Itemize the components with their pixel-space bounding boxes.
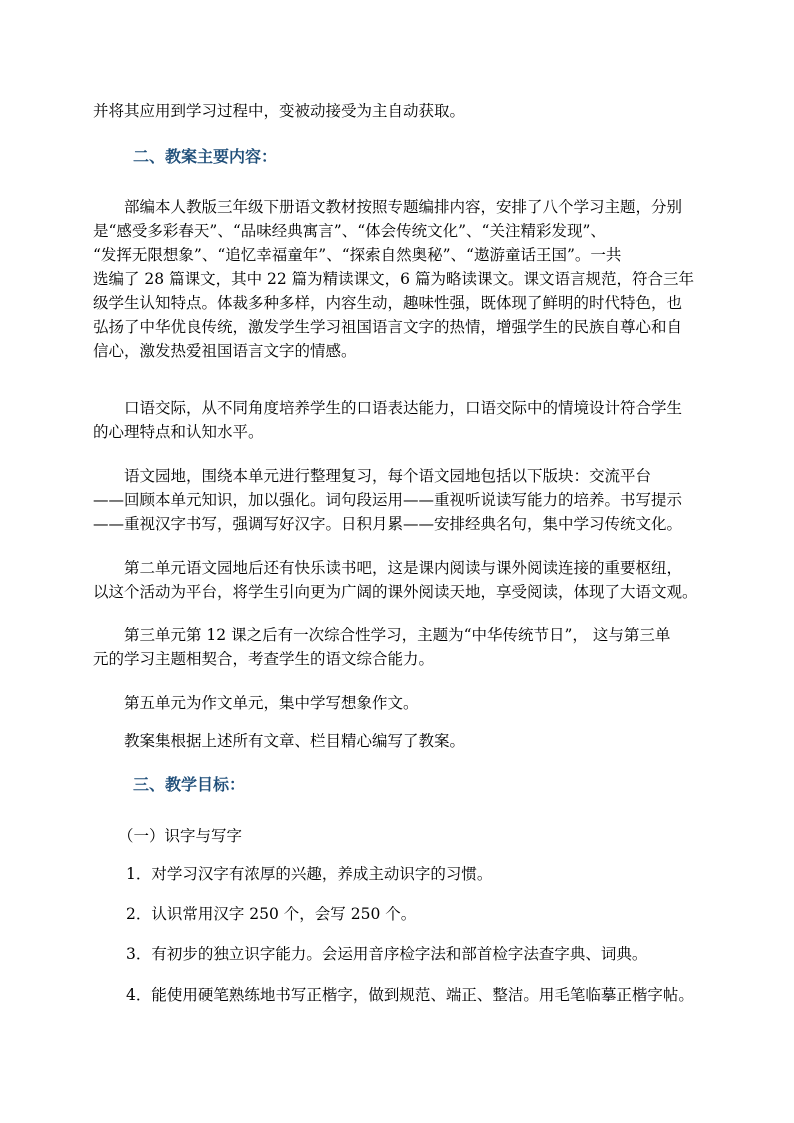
paragraph-7-line-1: 教案集根据上述所有文章、栏目精心编写了教案。 — [124, 732, 466, 750]
goal-item-4: 4．能使用硬笔熟练地书写正楷字，做到规范、端正、整洁。用毛笔临摹正楷字帖。 — [126, 986, 694, 1004]
paragraph-1-line-6: 弘扬了中华优良传统，激发学生学习祖国语言文字的热情，增强学生的民族自尊心和自 — [93, 318, 683, 336]
paragraph-4-line-2: 以这个活动为平台，将学生引向更为广阔的课外阅读天地，享受阅读，体现了大语文观。 — [93, 583, 698, 601]
goal-item-3: 3．有初步的独立识字能力。会运用音序检字法和部首检字法查字典、词典。 — [126, 945, 648, 963]
paragraph-5-line-2: 元的学习主题相契合，考查学生的语文综合能力。 — [93, 650, 435, 668]
paragraph-2-line-2: 的心理特点和认知水平。 — [93, 423, 264, 441]
section-heading-main-content: 二、教案主要内容： — [133, 147, 278, 166]
paragraph-1-line-5: 级学生认知特点。体裁多种多样，内容生动，趣味性强，既体现了鲜明的时代特色，也 — [93, 294, 683, 312]
paragraph-3-line-2: ——回顾本单元知识，加以强化。词句段运用——重视听说读写能力的培养。书写提示 — [93, 491, 683, 509]
paragraph-1-line-2: 是“感受多彩春天”、“品味经典寓言”、“体会传统文化”、“关注精彩发现”、 — [93, 222, 606, 240]
paragraph-1-line-3: “发挥无限想象”、“追忆幸福童年”、“探索自然奥秘”、“遨游童话王国”。一共 — [93, 246, 622, 264]
paragraph-1-line-1: 部编本人教版三年级下册语文教材按照专题编排内容，安排了八个学习主题，分别 — [124, 198, 683, 216]
paragraph-1-line-7: 信心，激发热爱祖国语言文字的情感。 — [93, 342, 357, 360]
paragraph-1-line-4: 选编了 28 篇课文，其中 22 篇为精读课文，6 篇为略读课文。课文语言规范，符合三年 — [93, 270, 694, 288]
section-heading-teaching-goals: 三、教学目标： — [133, 775, 246, 794]
goal-item-1: 1．对学习汉字有浓厚的兴趣，养成主动识字的习惯。 — [126, 865, 493, 883]
intro-tail-line: 并将其应用到学习过程中，变被动接受为主自动获取。 — [93, 102, 466, 120]
paragraph-3-line-3: ——重视汉字书写，强调写好汉字。日积月累——安排经典名句，集中学习传统文化。 — [93, 515, 683, 533]
paragraph-3-line-1: 语文园地，围绕本单元进行整理复习，每个语文园地包括以下版块：交流平台 — [124, 467, 652, 485]
subheading-literacy: （一）识字与写字 — [118, 827, 243, 845]
paragraph-2-line-1: 口语交际，从不同角度培养学生的口语表达能力，口语交际中的情境设计符合学生 — [124, 399, 683, 417]
goal-item-2: 2．认识常用汉字 250 个，会写 250 个。 — [126, 905, 417, 923]
paragraph-4-line-1: 第二单元语文园地后还有快乐读书吧，这是课内阅读与课外阅读连接的重要枢纽， — [124, 559, 683, 577]
paragraph-5-line-1: 第三单元第 12 课之后有一次综合性学习，主题为“中华传统节日”， 这与第三单 — [124, 626, 671, 644]
paragraph-6-line-1: 第五单元为作文单元，集中学写想象作文。 — [124, 694, 419, 712]
